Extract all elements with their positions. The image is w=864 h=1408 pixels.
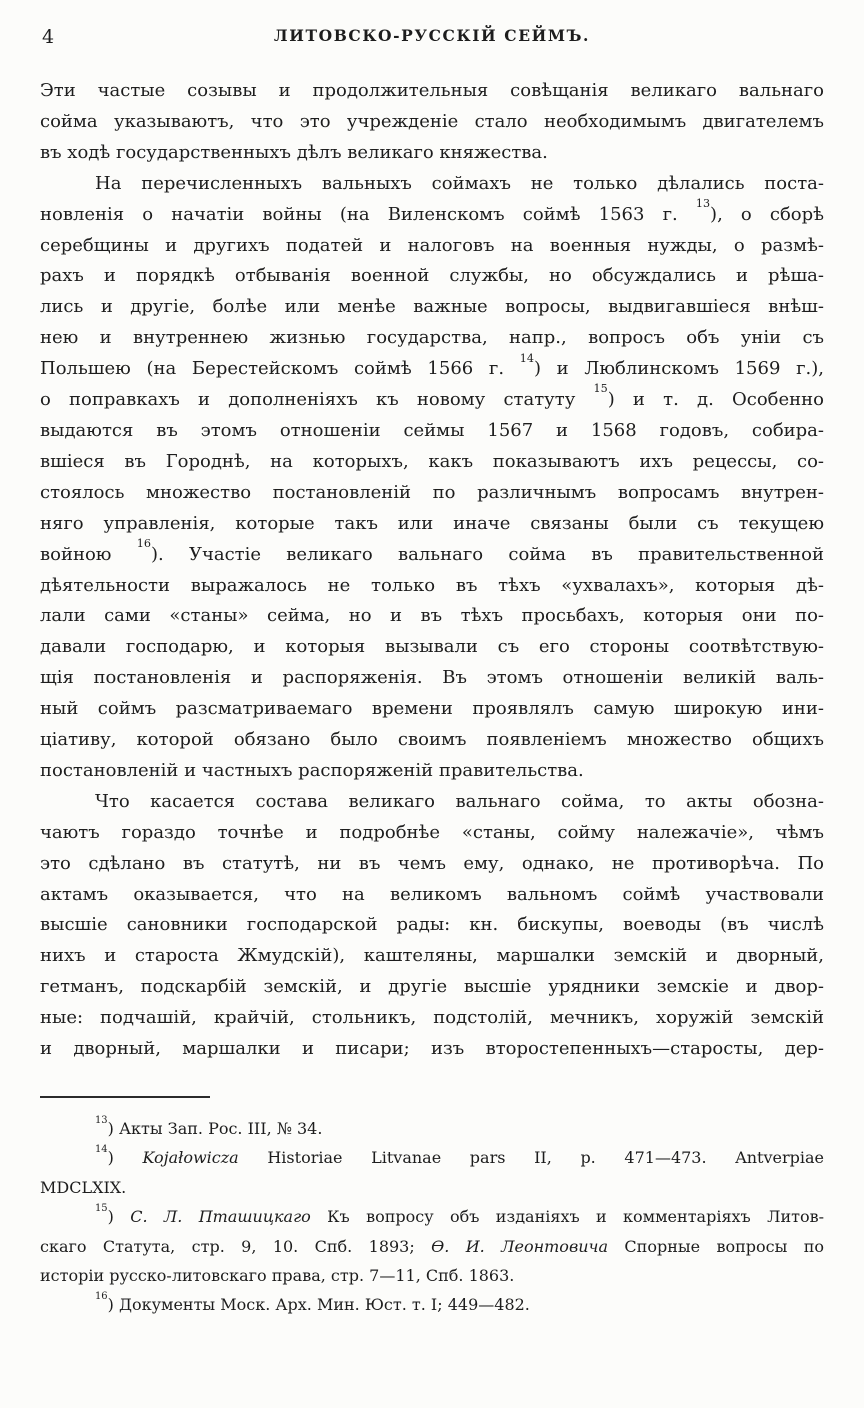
text-run: исторіи русско-литовскаго права, стр. 7—11, Спб. 1863.: [40, 1266, 515, 1286]
paragraph: [40, 76, 824, 169]
text-run: чаютъ гораздо точнѣе и подробнѣе «станы, сойму належачіе», чѣмъ: [40, 821, 824, 843]
text-run: это сдѣлано въ статутѣ, ни въ чемъ ему, однако, не противорѣча. По: [40, 852, 824, 874]
text-line: [40, 818, 824, 849]
text-run: ные: подчашій, крайчій, стольникъ, подстолій, мечникъ, хоружій земскій: [40, 1007, 824, 1029]
footnote: [40, 1202, 824, 1290]
page-body: [40, 76, 824, 1065]
text-line: [40, 1290, 824, 1319]
paragraph: [40, 787, 824, 1065]
text-line: [40, 1173, 824, 1202]
text-line: [40, 1114, 824, 1143]
text-run: о поправкахъ и дополненіяхъ къ новому статуту: [40, 389, 594, 411]
text-run: сойма указываютъ, что это учрежденіе стало необходимымъ двигателемъ: [40, 110, 824, 132]
text-run: ціативу, которой обязано было своимъ появленіемъ множество общихъ: [40, 729, 824, 751]
text-run: новленія о начатіи войны (на Виленскомъ соймѣ 1563 г.: [40, 203, 696, 225]
footnotes-list: [40, 1114, 824, 1320]
text-run: ) и Люблинскомъ 1569 г.),: [533, 358, 824, 380]
text-line: [40, 663, 824, 694]
footnote-ref: 16: [136, 537, 151, 551]
text-line: [40, 138, 824, 169]
text-run: войною: [40, 543, 137, 565]
text-run: выдаются въ этомъ отношеніи сеймы 1567 и 1568 годовъ, собира-: [40, 419, 824, 441]
running-header: ЛИТОВСКО-РУССКІЙ СЕЙМЪ.: [273, 26, 591, 45]
text-run: и дворный, маршалки и писари; изъ второстепенныхъ—старосты, дер-: [40, 1038, 824, 1060]
text-line: [40, 910, 824, 941]
text-run: дѣятельности выражалось не только въ тѣхъ «ухвалахъ», которыя дѣ-: [40, 574, 824, 596]
text-line: [40, 1202, 824, 1231]
text-run: щія постановленія и распоряженія. Въ этомъ отношеніи великій валь-: [40, 667, 824, 689]
text-line: [40, 261, 824, 292]
text-line: [40, 694, 824, 725]
text-run: Спорные вопросы по: [608, 1236, 825, 1256]
text-run: нею и внутреннею жизнью государства, напр., вопросъ объ уніи съ: [40, 327, 824, 349]
page-header: [40, 26, 824, 50]
text-run: стоялось множество постановленій по различнымъ вопросамъ внутрен-: [40, 481, 824, 503]
footnote-ref: 14: [519, 351, 534, 365]
text-run: MDCLXIX.: [40, 1177, 127, 1197]
text-run: ) Акты Зап. Рос. III, № 34.: [107, 1119, 323, 1138]
text-line: [40, 787, 824, 818]
text-line: [40, 725, 824, 756]
text-line: [40, 849, 824, 880]
text-run: давали господарю, и которыя вызывали съ его стороны соотвѣтствую-: [40, 636, 824, 658]
text-line: [40, 197, 824, 231]
footnote-ref: 15: [95, 1202, 108, 1214]
text-line: [40, 571, 824, 602]
text-run: няго управленія, которые такъ или иначе связаны были съ текущею: [40, 512, 824, 534]
text-run: лали сами «станы» сейма, но и въ тѣхъ просьбахъ, которыя они по-: [40, 605, 824, 627]
text-run: лись и другіе, болѣе или менѣе важные вопросы, выдвигавшіеся внѣш-: [40, 296, 824, 318]
text-line: [40, 632, 824, 663]
italic-text: С. Л. Пташицкаго: [130, 1207, 311, 1227]
footnote: [40, 1114, 824, 1143]
footnote-ref: 14: [95, 1144, 108, 1156]
text-run: актамъ оказывается, что на великомъ вальномъ соймѣ участвовали: [40, 883, 824, 905]
text-run: ): [107, 1148, 143, 1168]
text-run: Къ вопросу объ изданіяхъ и комментаріяхъ Литов-: [310, 1207, 825, 1227]
text-line: [40, 601, 824, 632]
text-line: [40, 1261, 824, 1290]
text-line: [40, 972, 824, 1003]
footnote: [40, 1143, 824, 1202]
text-run: ный соймъ разсматриваемаго времени проявлялъ самую широкую ини-: [40, 698, 824, 720]
text-line: [40, 941, 824, 972]
text-run: въ ходѣ государственныхъ дѣлъ великаго княжества.: [40, 141, 548, 163]
text-run: ) и т. д. Особенно: [607, 389, 824, 411]
text-line: [40, 416, 824, 447]
text-line: [40, 1232, 824, 1261]
text-line: [40, 169, 824, 200]
text-line: [40, 756, 824, 787]
italic-text: Kojałowicza: [142, 1148, 239, 1168]
text-line: [40, 447, 824, 478]
text-run: Польшею (на Берестейскомъ соймѣ 1566 г.: [40, 358, 520, 380]
text-line: [40, 107, 824, 138]
text-line: [40, 323, 824, 354]
text-run: нихъ и староста Жмудскій), каштеляны, маршалки земскій и дворный,: [40, 945, 824, 967]
text-line: [40, 292, 824, 323]
text-run: рахъ и порядкѣ отбыванія военной службы, но обсуждались и рѣша-: [40, 265, 824, 287]
text-line: [40, 382, 824, 416]
footnote-ref: 15: [593, 382, 608, 396]
footnote-ref: 13: [695, 197, 711, 211]
text-run: Что касается состава великаго вальнаго сойма, то акты обозна-: [95, 790, 824, 812]
text-run: серебщины и другихъ податей и налоговъ на военныя нужды, о размѣ-: [40, 234, 824, 256]
text-run: Historiae Litvanae pars II, p. 471—473. Antverpiae: [238, 1148, 825, 1168]
text-run: ), о сборѣ: [710, 203, 824, 225]
page-number: 4: [42, 26, 55, 48]
text-line: [40, 231, 824, 262]
italic-text: Ѳ. И. Леонтовича: [431, 1236, 609, 1256]
footnote-ref: 16: [95, 1291, 108, 1303]
footnote: [40, 1290, 824, 1319]
text-run: ). Участіе великаго вальнаго сойма въ правительственной: [150, 543, 824, 565]
text-run: ) Документы Моск. Арх. Мин. Юст. т. I; 449—482.: [107, 1295, 530, 1315]
text-run: постановленій и частныхъ распоряженій правительства.: [40, 759, 584, 781]
text-line: [40, 1143, 824, 1172]
footnote-ref: 13: [95, 1114, 108, 1126]
text-line: [40, 880, 824, 911]
text-line: [40, 478, 824, 509]
footnote-separator: [40, 1096, 210, 1098]
text-line: [40, 351, 824, 385]
text-run: высшіе сановники господарской рады: кн. бискупы, воеводы (въ числѣ: [40, 914, 824, 936]
text-line: [40, 1003, 824, 1034]
text-line: [40, 1034, 824, 1065]
text-line: [40, 509, 824, 540]
text-run: На перечисленныхъ вальныхъ соймахъ не только дѣлались поста-: [95, 172, 824, 194]
paragraph: [40, 169, 824, 787]
text-run: вшіеся въ Городнѣ, на которыхъ, какъ показываютъ ихъ рецессы, со-: [40, 450, 824, 472]
text-run: скаго Статута, стр. 9, 10. Спб. 1893;: [40, 1236, 432, 1256]
text-run: ): [107, 1207, 131, 1227]
text-line: [40, 537, 824, 571]
text-line: [40, 76, 824, 107]
text-run: Эти частые созывы и продолжительныя совѣщанія великаго вальнаго: [40, 80, 824, 101]
text-run: гетманъ, подскарбій земскій, и другіе высшіе урядники земскіе и двор-: [40, 976, 824, 998]
